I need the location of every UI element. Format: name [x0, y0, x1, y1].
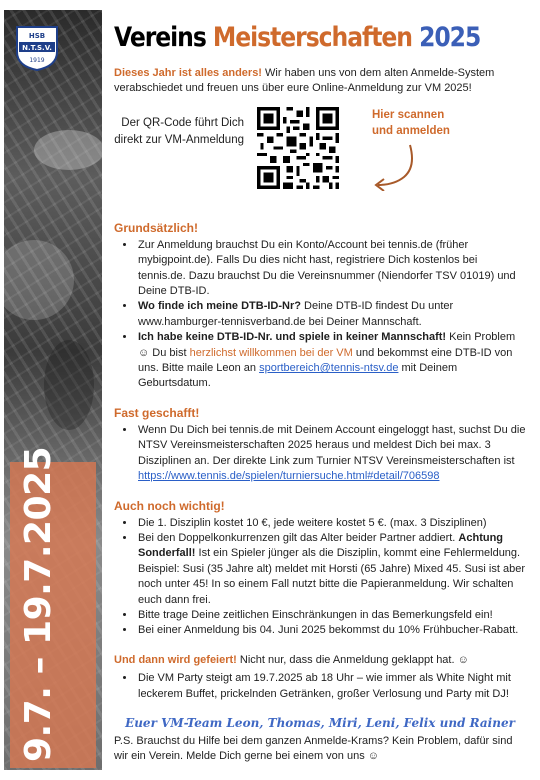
qr-description: Der QR-Code führt Dich direkt zur VM-Anmeldung [114, 116, 244, 146]
curved-arrow-icon [362, 141, 426, 191]
welcome-highlight: herzlichst willkommen bei der VM [189, 346, 353, 359]
item-text: Ist ein Spieler jünger als die Disziplin, kommt eine Fehlermeldung. Beispiel: Susi (35 Jahre alt) meldet mit Horsti (65 Jahre) Mixed 45. Susi ist aber noch unter 45! In so einem Fall nutzt bitte die Papieranmeldung. Wir schalten euch dann frei. [138, 547, 525, 606]
decor-shape [4, 240, 74, 320]
item-bold: Ich habe keine DTB-ID-Nr. und spiele in keiner Mannschaft! [138, 331, 447, 344]
list-item: • Die 1. Disziplin kostet 10 €, jede weitere kostet 5 €. (max. 3 Disziplinen) [136, 516, 526, 531]
scan-label: Hier scannen und anmelden [372, 108, 450, 137]
item-text: Wenn Du Dich bei tennis.de mit Deinem Account eingeloggt hast, suchst Du die NTSV Vereinsmeisterschaften 2025 heraus und meldest Dich bei max. 3 Disziplinen an. Der direkte Link zum Turnier NTSV Vereinsmeisterschaften ist [138, 423, 526, 467]
page-title [114, 22, 481, 58]
list-item [136, 423, 526, 485]
important-list [114, 516, 526, 639]
basics-list [114, 238, 526, 392]
tournament-link[interactable]: https://www.tennis.de/spielen/turniersuche.html#detail/706598 [138, 470, 440, 483]
qr-code-icon[interactable] [257, 107, 339, 189]
almost-done-list [114, 423, 526, 485]
list-item: • Zur Anmeldung brauchst Du ein Konto/Account bei tennis.de (früher mybigpoint.de). Falls Du dies nicht hast, registriere Dich kostenlos bei tennis.de. Dazu brauchst Du die Vereinsnummer (Niendorfer TSV 01019) und Deine DTB-ID. [136, 238, 526, 300]
intro-paragraph [114, 66, 526, 97]
section-heading-basics: Grundsätzlich! [114, 220, 199, 235]
title-word-meisterschaften: Meisterschaften [212, 22, 412, 53]
flyer-content [114, 22, 526, 765]
logo-text-main: N.T.S.V. [22, 44, 52, 52]
intro-highlight: Dieses Jahr ist alles anders! [114, 67, 262, 79]
intro-text: Wir haben uns von dem alten Anmelde-System verabschiedet und freuen uns über eure Online-Anmeldung zur VM 2025! [114, 67, 495, 95]
list-item: • Die VM Party steigt am 19.7.2025 ab 18 Uhr – wie immer als White Night mit leckerem Buffet, prickelnden Getränken, großer Verlosung und Party mit DJ! [136, 671, 526, 702]
team-signature: Euer VM-Team Leon, Thomas, Miri, Leni, Felix und Rainer [125, 715, 515, 730]
item-text: und bekommst eine DTB-ID von uns. Bitte maile Leon an [138, 346, 513, 375]
logo-year: 1919 [29, 57, 45, 64]
qr-section [114, 107, 526, 207]
list-item [136, 330, 526, 392]
section-heading-almost-done: Fast geschafft! [114, 405, 200, 420]
title-word-vereins: Vereins [114, 22, 206, 53]
list-item: • Bei einer Anmeldung bis 04. Juni 2025 bekommst du 10% Frühbucher-Rabatt. [136, 623, 526, 638]
title-word-year: 2025 [419, 22, 481, 53]
postscript: P.S. Brauchst du Hilfe bei dem ganzen Anmelde-Krams? Kein Problem, dafür sind wir ein Verein. Melde Dich gerne bei einem von uns ☺ [114, 734, 513, 763]
item-text: Deine DTB-ID findest Du unter www.hamburger-tennisverband.de bei Deiner Mannschaft. [138, 300, 454, 328]
item-text: Kein Problem ☺ Du bist [138, 331, 516, 359]
decor-shape [34, 130, 102, 170]
section-heading-party [114, 653, 526, 668]
party-heading: Und dann wird gefeiert! [114, 653, 237, 666]
section-heading-important: Auch noch wichtig! [114, 498, 225, 513]
list-item: • Bitte trage Deine zeitlichen Einschränkungen in das Bemerkungsfeld ein! [136, 608, 526, 623]
club-logo-icon [14, 24, 60, 72]
event-dates: 9.7. – 19.7.2025 [18, 446, 59, 762]
logo-text-top: HSB [28, 32, 46, 40]
party-heading-rest: Nicht nur, dass die Anmeldung geklappt hat. ☺ [236, 653, 469, 666]
item-bold: Achtung Sonderfall! [138, 531, 504, 560]
decor-shape [44, 340, 94, 430]
sidebar-banner [4, 10, 102, 770]
list-item [136, 531, 526, 608]
item-text: mit Deinem Geburtsdatum. [138, 362, 458, 390]
item-text: Bei den Doppelkonkurrenzen gilt das Alter beider Partner addiert. [138, 531, 459, 544]
email-link[interactable]: sportbereich@tennis-ntsv.de [259, 362, 399, 375]
list-item [136, 299, 526, 330]
item-bold: Wo finde ich meine DTB-ID-Nr? [138, 300, 301, 313]
party-list [114, 671, 526, 702]
